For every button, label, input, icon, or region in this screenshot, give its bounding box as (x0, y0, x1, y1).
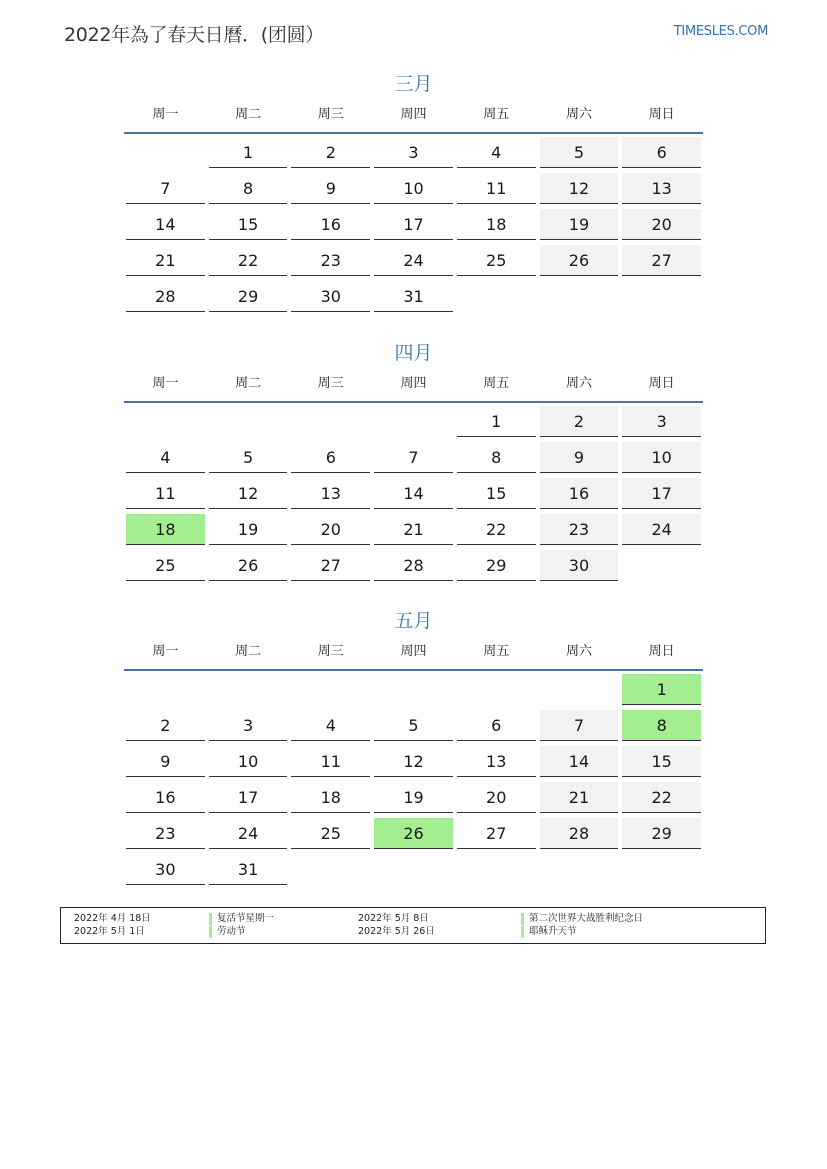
empty-day-cell (207, 403, 290, 439)
day-cell (372, 242, 455, 278)
day-number: 29 (209, 281, 288, 312)
day-cell (372, 475, 455, 511)
week-row (124, 278, 703, 314)
day-number: 22 (209, 245, 288, 276)
day-number: 16 (291, 209, 370, 240)
day-cell (538, 815, 621, 851)
day-cell (207, 439, 290, 475)
day-number (126, 674, 205, 705)
day-number: 11 (126, 478, 205, 509)
empty-day-cell (620, 851, 703, 887)
day-number: 8 (457, 442, 536, 473)
day-number (374, 674, 453, 705)
empty-day-cell (620, 278, 703, 314)
day-cell (372, 206, 455, 242)
weekday-label: 周二 (235, 644, 262, 659)
legend-holiday-name: 复活节星期一 (209, 913, 274, 925)
day-number: 13 (622, 173, 701, 204)
weekday-label: 周五 (483, 376, 510, 391)
weekday-label: 周二 (235, 376, 262, 391)
site-link[interactable]: TIMESLES.COM (673, 24, 768, 39)
day-cell (455, 743, 538, 779)
weekday-label: 周三 (317, 107, 344, 122)
day-cell (455, 206, 538, 242)
day-number: 1 (457, 406, 536, 437)
week-row (124, 815, 703, 851)
day-cell (289, 475, 372, 511)
legend-holiday-name: 耶稣升天节 (521, 926, 577, 938)
empty-day-cell (455, 671, 538, 707)
day-cell (124, 547, 207, 583)
day-number: 7 (540, 710, 619, 741)
day-number (374, 406, 453, 437)
week-row (124, 403, 703, 439)
day-number: 28 (374, 550, 453, 581)
empty-day-cell (289, 403, 372, 439)
day-number: 13 (457, 746, 536, 777)
day-cell (124, 707, 207, 743)
day-number (540, 674, 619, 705)
empty-day-cell (620, 547, 703, 583)
day-number: 24 (209, 818, 288, 849)
day-cell (538, 547, 621, 583)
day-cell (207, 278, 290, 314)
day-cell (538, 779, 621, 815)
day-number: 19 (209, 514, 288, 545)
empty-day-cell (124, 134, 207, 170)
weekday-label: 周四 (400, 107, 427, 122)
day-cell (538, 403, 621, 439)
day-number: 10 (622, 442, 701, 473)
day-number: 2 (291, 137, 370, 168)
week-row (124, 779, 703, 815)
day-number: 8 (209, 173, 288, 204)
day-cell (124, 439, 207, 475)
day-number (457, 281, 536, 312)
day-cell (372, 547, 455, 583)
day-number: 4 (291, 710, 370, 741)
holiday-day-number: 8 (622, 710, 701, 741)
day-number: 11 (291, 746, 370, 777)
day-number: 31 (209, 854, 288, 885)
day-cell (207, 779, 290, 815)
day-cell (289, 707, 372, 743)
day-number: 12 (540, 173, 619, 204)
empty-day-cell (538, 278, 621, 314)
day-number: 31 (374, 281, 453, 312)
day-number (540, 854, 619, 885)
day-cell (124, 779, 207, 815)
day-number: 17 (209, 782, 288, 813)
day-number: 18 (291, 782, 370, 813)
day-number: 6 (291, 442, 370, 473)
day-cell (538, 743, 621, 779)
empty-day-cell (538, 851, 621, 887)
week-row (124, 511, 703, 547)
day-cell (289, 242, 372, 278)
day-number: 17 (622, 478, 701, 509)
day-cell (620, 815, 703, 851)
empty-day-cell (207, 671, 290, 707)
legend-holiday-name: 劳动节 (209, 926, 246, 938)
week-row (124, 439, 703, 475)
empty-day-cell (289, 671, 372, 707)
day-number: 30 (126, 854, 205, 885)
day-cell (620, 671, 703, 707)
day-number: 20 (457, 782, 536, 813)
holiday-day-number: 1 (622, 674, 701, 705)
day-number: 17 (374, 209, 453, 240)
weekday-label: 周三 (317, 376, 344, 391)
day-number: 18 (457, 209, 536, 240)
day-cell (207, 475, 290, 511)
day-number: 14 (540, 746, 619, 777)
day-cell (124, 815, 207, 851)
week-row (124, 206, 703, 242)
day-cell (455, 170, 538, 206)
day-number: 9 (126, 746, 205, 777)
day-cell (538, 439, 621, 475)
legend-date: 2022年 5月 26日 (358, 926, 435, 937)
day-number: 2 (126, 710, 205, 741)
week-row (124, 242, 703, 278)
weekday-label: 周日 (648, 107, 675, 122)
day-cell (207, 170, 290, 206)
day-number: 21 (126, 245, 205, 276)
day-number: 7 (126, 173, 205, 204)
day-number: 5 (374, 710, 453, 741)
month-name: 四月 (394, 342, 433, 364)
week-row (124, 475, 703, 511)
day-number (540, 281, 619, 312)
day-number: 7 (374, 442, 453, 473)
weekday-label: 周五 (483, 107, 510, 122)
day-number: 20 (291, 514, 370, 545)
day-number: 3 (209, 710, 288, 741)
month-block (124, 607, 703, 887)
day-number: 11 (457, 173, 536, 204)
day-cell (620, 511, 703, 547)
day-number: 15 (209, 209, 288, 240)
month-block (124, 70, 703, 314)
day-cell (620, 403, 703, 439)
day-number: 2 (540, 406, 619, 437)
empty-day-cell (124, 403, 207, 439)
day-number: 28 (126, 281, 205, 312)
day-number (126, 137, 205, 168)
empty-day-cell (372, 403, 455, 439)
day-number: 16 (126, 782, 205, 813)
day-number: 16 (540, 478, 619, 509)
day-cell (455, 134, 538, 170)
day-cell (289, 206, 372, 242)
day-cell (289, 278, 372, 314)
day-cell (124, 851, 207, 887)
day-number (622, 550, 701, 581)
day-number: 14 (126, 209, 205, 240)
weekday-label: 周六 (565, 376, 592, 391)
day-number: 25 (457, 245, 536, 276)
day-number: 24 (374, 245, 453, 276)
day-number: 6 (457, 710, 536, 741)
day-cell (372, 707, 455, 743)
week-row (124, 743, 703, 779)
day-number (374, 854, 453, 885)
day-cell (207, 743, 290, 779)
day-cell (620, 743, 703, 779)
day-number: 28 (540, 818, 619, 849)
day-cell (538, 511, 621, 547)
week-row (124, 547, 703, 583)
weekday-label: 周日 (648, 376, 675, 391)
day-number (457, 674, 536, 705)
day-number: 25 (126, 550, 205, 581)
month-name: 五月 (394, 610, 433, 632)
legend-date: 2022年 5月 1日 (74, 926, 145, 937)
day-number: 23 (540, 514, 619, 545)
day-cell (289, 547, 372, 583)
day-number: 19 (540, 209, 619, 240)
holiday-legend (60, 907, 766, 944)
day-cell (124, 170, 207, 206)
day-cell (620, 134, 703, 170)
week-row (124, 707, 703, 743)
day-cell (124, 278, 207, 314)
legend-date: 2022年 5月 8日 (358, 913, 429, 924)
day-cell (124, 743, 207, 779)
day-number (291, 406, 370, 437)
day-cell (620, 707, 703, 743)
day-number (457, 854, 536, 885)
day-number: 12 (374, 746, 453, 777)
day-number (126, 406, 205, 437)
day-number: 20 (622, 209, 701, 240)
day-cell (289, 511, 372, 547)
day-cell (289, 170, 372, 206)
day-cell (455, 242, 538, 278)
holiday-day-number: 18 (126, 514, 205, 545)
day-cell (372, 511, 455, 547)
empty-day-cell (372, 671, 455, 707)
day-cell (538, 170, 621, 206)
day-number: 21 (540, 782, 619, 813)
day-cell (207, 511, 290, 547)
week-row (124, 170, 703, 206)
day-cell (455, 547, 538, 583)
weekday-label: 周日 (648, 644, 675, 659)
day-number: 22 (457, 514, 536, 545)
weekday-label: 周四 (400, 644, 427, 659)
day-cell (620, 206, 703, 242)
day-cell (207, 242, 290, 278)
day-cell (372, 815, 455, 851)
day-number: 30 (540, 550, 619, 581)
legend-date: 2022年 4月 18日 (74, 913, 151, 924)
day-cell (289, 743, 372, 779)
day-number: 12 (209, 478, 288, 509)
day-number: 10 (209, 746, 288, 777)
day-cell (620, 475, 703, 511)
day-number: 9 (291, 173, 370, 204)
day-cell (538, 475, 621, 511)
day-cell (620, 242, 703, 278)
day-number (622, 281, 701, 312)
day-cell (538, 707, 621, 743)
empty-day-cell (289, 851, 372, 887)
day-cell (289, 439, 372, 475)
weekday-label: 周六 (565, 107, 592, 122)
day-cell (538, 134, 621, 170)
holiday-day-number: 26 (374, 818, 453, 849)
page-title: 2022年為了春天日曆．(团圆） (64, 24, 324, 46)
day-number (622, 854, 701, 885)
day-cell (207, 206, 290, 242)
month-name: 三月 (394, 73, 433, 95)
day-number: 10 (374, 173, 453, 204)
day-cell (455, 707, 538, 743)
weekday-label: 周一 (152, 644, 179, 659)
day-number: 4 (457, 137, 536, 168)
day-cell (372, 134, 455, 170)
day-cell (455, 815, 538, 851)
day-cell (620, 170, 703, 206)
day-cell (124, 206, 207, 242)
day-number: 15 (457, 478, 536, 509)
day-cell (207, 134, 290, 170)
legend-holiday-name: 第二次世界大战胜利纪念日 (521, 913, 643, 925)
day-number: 15 (622, 746, 701, 777)
day-number (291, 854, 370, 885)
week-row (124, 134, 703, 170)
day-number (209, 406, 288, 437)
day-cell (289, 779, 372, 815)
day-number: 27 (291, 550, 370, 581)
day-cell (455, 439, 538, 475)
empty-day-cell (124, 671, 207, 707)
day-cell (207, 815, 290, 851)
day-number: 27 (622, 245, 701, 276)
week-row (124, 851, 703, 887)
day-number: 1 (209, 137, 288, 168)
weekday-label: 周三 (317, 644, 344, 659)
day-number: 23 (291, 245, 370, 276)
day-cell (372, 170, 455, 206)
day-number: 14 (374, 478, 453, 509)
day-cell (538, 206, 621, 242)
day-number: 29 (457, 550, 536, 581)
day-number: 19 (374, 782, 453, 813)
day-number: 26 (209, 550, 288, 581)
weekday-label: 周二 (235, 107, 262, 122)
day-number: 21 (374, 514, 453, 545)
day-cell (455, 475, 538, 511)
day-number: 25 (291, 818, 370, 849)
empty-day-cell (538, 671, 621, 707)
weekday-header (124, 371, 703, 403)
day-number: 26 (540, 245, 619, 276)
day-number: 3 (374, 137, 453, 168)
day-number: 27 (457, 818, 536, 849)
day-cell (289, 815, 372, 851)
day-number: 23 (126, 818, 205, 849)
day-number: 5 (209, 442, 288, 473)
day-cell (207, 547, 290, 583)
weekday-label: 周一 (152, 376, 179, 391)
empty-day-cell (455, 851, 538, 887)
day-cell (124, 242, 207, 278)
weekday-header (124, 639, 703, 671)
day-number (291, 674, 370, 705)
day-cell (289, 134, 372, 170)
day-cell (124, 511, 207, 547)
day-cell (207, 851, 290, 887)
weekday-label: 周六 (565, 644, 592, 659)
day-number: 24 (622, 514, 701, 545)
empty-day-cell (455, 278, 538, 314)
empty-day-cell (372, 851, 455, 887)
day-cell (455, 511, 538, 547)
day-number (209, 674, 288, 705)
day-cell (372, 779, 455, 815)
day-cell (455, 403, 538, 439)
day-cell (620, 439, 703, 475)
day-cell (372, 278, 455, 314)
week-row (124, 671, 703, 707)
day-cell (620, 779, 703, 815)
day-number: 29 (622, 818, 701, 849)
day-number: 30 (291, 281, 370, 312)
day-cell (207, 707, 290, 743)
day-cell (372, 743, 455, 779)
day-cell (372, 439, 455, 475)
day-number: 6 (622, 137, 701, 168)
day-number: 13 (291, 478, 370, 509)
day-cell (455, 779, 538, 815)
day-number: 3 (622, 406, 701, 437)
day-number: 9 (540, 442, 619, 473)
weekday-label: 周四 (400, 376, 427, 391)
month-block (124, 339, 703, 583)
day-cell (538, 242, 621, 278)
day-number: 4 (126, 442, 205, 473)
weekday-label: 周一 (152, 107, 179, 122)
weekday-label: 周五 (483, 644, 510, 659)
day-number: 5 (540, 137, 619, 168)
day-cell (124, 475, 207, 511)
weekday-header (124, 102, 703, 134)
day-number: 22 (622, 782, 701, 813)
